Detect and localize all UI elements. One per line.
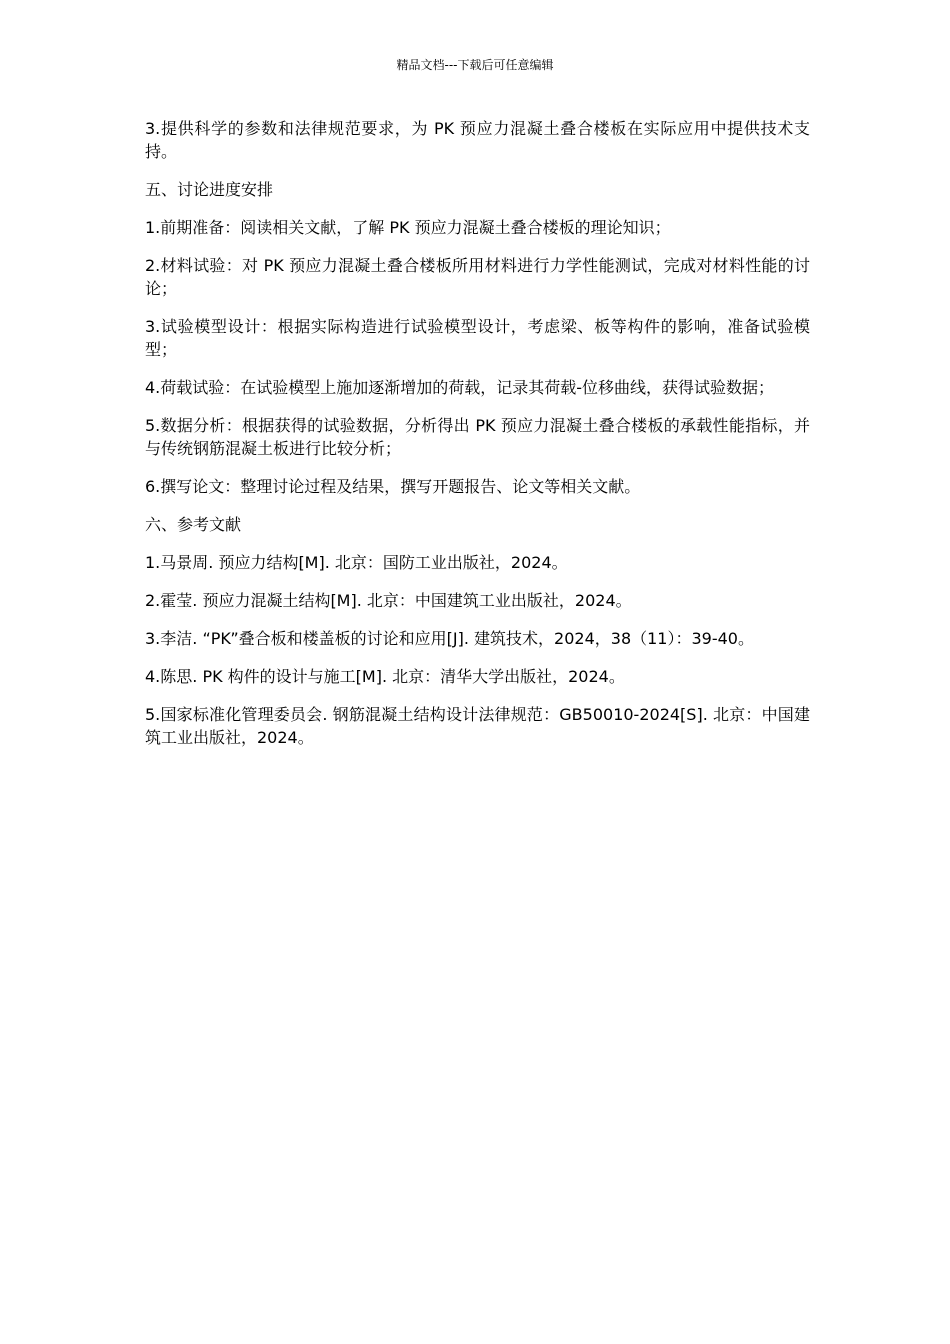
- schedule-item-5: 5.数据分析：根据获得的试验数据，分析得出 PK 预应力混凝土叠合楼板的承载性能指标，并与传统钢筋混凝土板进行比较分析；: [145, 416, 810, 458]
- reference-item-2: 2.霍莹. 预应力混凝土结构[M]. 北京：中国建筑工业出版社，2024。: [145, 591, 632, 610]
- reference-item-4: 4.陈思. PK 构件的设计与施工[M]. 北京：清华大学出版社，2024。: [145, 667, 625, 686]
- section-heading-references: 六、参考文献: [145, 515, 242, 534]
- schedule-item-3: 3.试验模型设计：根据实际构造进行试验模型设计，考虑梁、板等构件的影响，准备试验模型；: [145, 317, 810, 359]
- paragraph-goal-3: 3.提供科学的参数和法律规范要求，为 PK 预应力混凝土叠合楼板在实际应用中提供技术支持。: [145, 119, 810, 161]
- schedule-item-2: 2.材料试验：对 PK 预应力混凝土叠合楼板所用材料进行力学性能测试，完成对材料性能的讨论；: [145, 256, 810, 298]
- reference-item-5: 5.国家标准化管理委员会. 钢筋混凝土结构设计法律规范：GB50010-2024[S]. 北京：中国建筑工业出版社，2024。: [145, 705, 810, 747]
- reference-item-3: 3.李洁. “PK”叠合板和楼盖板的讨论和应用[J]. 建筑技术，2024，38（11）：39-40。: [145, 629, 754, 648]
- page-header: 精品文档---下载后可任意编辑: [396, 58, 554, 72]
- section-heading-schedule: 五、讨论进度安排: [145, 180, 274, 199]
- schedule-item-6: 6.撰写论文：整理讨论过程及结果，撰写开题报告、论文等相关文献。: [145, 477, 641, 496]
- schedule-item-1: 1.前期准备：阅读相关文献，了解 PK 预应力混凝土叠合楼板的理论知识；: [145, 218, 671, 237]
- document-body: [145, 117, 810, 764]
- schedule-item-4: 4.荷载试验：在试验模型上施加逐渐增加的荷载，记录其荷载-位移曲线，获得试验数据；: [145, 378, 775, 397]
- reference-item-1: 1.马景周. 预应力结构[M]. 北京：国防工业出版社，2024。: [145, 553, 568, 572]
